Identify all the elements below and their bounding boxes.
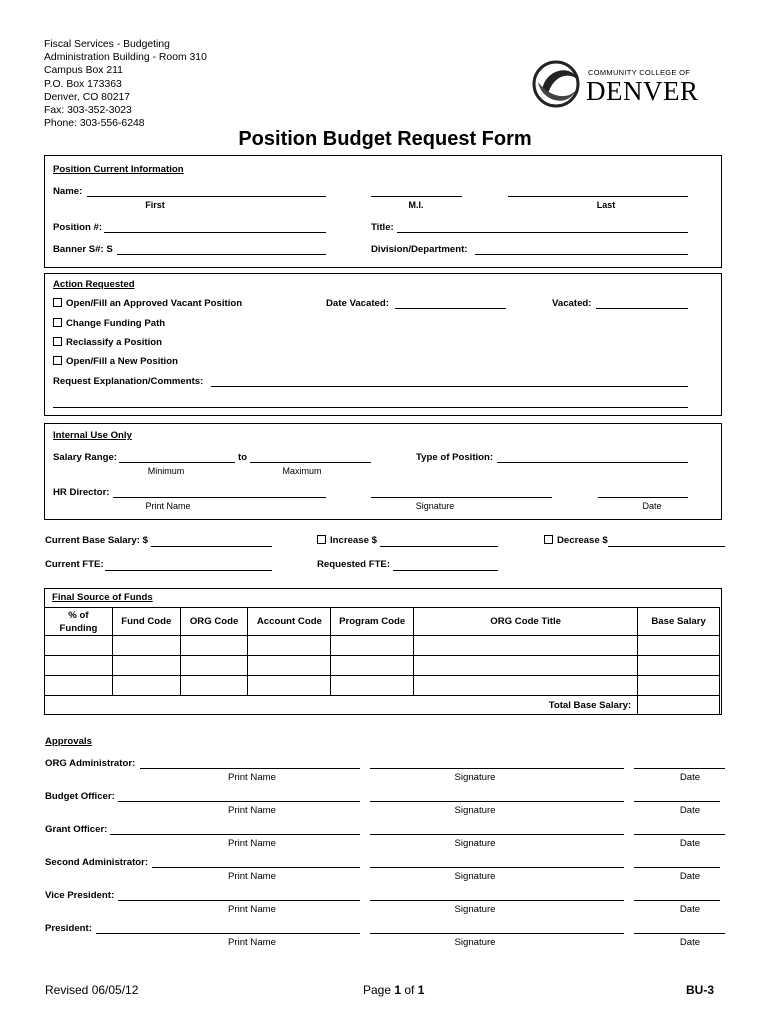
column-header: % of Funding bbox=[45, 608, 113, 636]
banner-field[interactable] bbox=[117, 254, 326, 255]
table-cell[interactable] bbox=[331, 676, 414, 696]
column-header: Program Code bbox=[331, 608, 414, 636]
checkbox-icon[interactable] bbox=[53, 318, 62, 327]
table-cell[interactable] bbox=[112, 636, 180, 656]
table-row bbox=[45, 656, 720, 676]
division-field[interactable] bbox=[475, 254, 688, 255]
date-vacated-field[interactable] bbox=[395, 308, 506, 309]
date-caption: Date bbox=[679, 772, 701, 783]
first-caption: First bbox=[145, 200, 165, 210]
position-number-label: Position #: bbox=[53, 222, 103, 233]
department-address bbox=[44, 38, 207, 130]
decrease-field[interactable] bbox=[608, 546, 725, 547]
logo-top-text: COMMUNITY COLLEGE OF bbox=[588, 68, 691, 77]
table-cell[interactable] bbox=[248, 636, 331, 656]
approval-date-field[interactable] bbox=[634, 768, 725, 769]
current-base-salary-field[interactable] bbox=[151, 546, 272, 547]
address-line: Administration Building - Room 310 bbox=[44, 52, 207, 64]
table-header-row bbox=[45, 608, 720, 636]
table-cell[interactable] bbox=[112, 656, 180, 676]
section-heading: Final Source of Funds bbox=[52, 592, 153, 603]
option-label: Reclassify a Position bbox=[66, 337, 162, 348]
option-reclassify[interactable] bbox=[53, 337, 162, 349]
approval-signature-field[interactable] bbox=[370, 768, 624, 769]
signature-caption: Signature bbox=[454, 904, 496, 915]
hr-signature-field[interactable] bbox=[371, 497, 552, 498]
print-name-caption: Print Name bbox=[228, 838, 276, 849]
column-header: ORG Code Title bbox=[414, 608, 638, 636]
approval-signature-field[interactable] bbox=[370, 867, 624, 868]
table-cell[interactable] bbox=[45, 636, 113, 656]
address-line: Fiscal Services - Budgeting bbox=[44, 39, 170, 50]
option-open-fill-vacant[interactable] bbox=[53, 298, 242, 310]
checkbox-icon[interactable] bbox=[317, 535, 326, 544]
middle-initial-field[interactable] bbox=[371, 196, 462, 197]
approval-date-field[interactable] bbox=[634, 834, 725, 835]
column-header: Account Code bbox=[248, 608, 331, 636]
address-line: Fax: 303-352-3023 bbox=[44, 105, 132, 117]
to-label: to bbox=[238, 452, 248, 463]
table-cell[interactable] bbox=[638, 636, 720, 656]
banner-label: Banner S#: S bbox=[53, 244, 113, 255]
section-heading: Internal Use Only bbox=[53, 430, 132, 441]
print-name-caption: Print Name bbox=[228, 937, 276, 948]
table-cell[interactable] bbox=[45, 676, 113, 696]
approval-role-label: Vice President: bbox=[45, 890, 115, 901]
table-cell[interactable] bbox=[414, 636, 638, 656]
decrease-label: Decrease $ bbox=[557, 535, 608, 546]
date-caption: Date bbox=[642, 501, 662, 511]
address-line: Denver, CO 80217 bbox=[44, 91, 131, 103]
signature-caption: Signature bbox=[454, 937, 496, 948]
mi-caption: M.I. bbox=[408, 200, 424, 210]
print-name-caption: Print Name bbox=[228, 904, 276, 915]
increase-label: Increase $ bbox=[330, 535, 377, 546]
position-number-field[interactable] bbox=[104, 232, 326, 233]
approval-signature-field[interactable] bbox=[370, 900, 624, 901]
option-label: Open/Fill an Approved Vacant Position bbox=[66, 298, 243, 309]
print-name-caption: Print Name bbox=[228, 772, 276, 783]
salary-maximum-field[interactable] bbox=[250, 462, 371, 463]
option-label: Change Funding Path bbox=[66, 318, 166, 329]
approval-role-label: ORG Administrator: bbox=[45, 758, 136, 769]
approval-signature-field[interactable] bbox=[370, 834, 624, 835]
table-cell[interactable] bbox=[331, 636, 414, 656]
date-caption: Date bbox=[679, 871, 701, 882]
approval-date-field[interactable] bbox=[634, 933, 725, 934]
approval-date-field[interactable] bbox=[634, 801, 720, 802]
vacated-label: Vacated: bbox=[552, 298, 592, 309]
table-cell[interactable] bbox=[45, 656, 113, 676]
minimum-caption: Minimum bbox=[147, 466, 185, 476]
title-field[interactable] bbox=[397, 232, 688, 233]
form-code: BU-3 bbox=[686, 983, 715, 997]
checkbox-icon[interactable] bbox=[53, 337, 62, 346]
title-label: Title: bbox=[371, 222, 394, 233]
signature-caption: Signature bbox=[454, 805, 496, 816]
requested-fte-label: Requested FTE: bbox=[317, 559, 391, 570]
table-cell[interactable] bbox=[414, 656, 638, 676]
approval-signature-field[interactable] bbox=[370, 801, 624, 802]
checkbox-icon[interactable] bbox=[53, 298, 62, 307]
logo-main-text: DENVER bbox=[586, 76, 699, 106]
revised-date: Revised 06/05/12 bbox=[45, 983, 139, 997]
column-header: Base Salary bbox=[638, 608, 720, 636]
college-logo bbox=[532, 60, 722, 108]
table-row bbox=[45, 636, 720, 656]
approval-print-name-field[interactable] bbox=[96, 933, 360, 934]
current-base-salary-label: Current Base Salary: $ bbox=[45, 535, 148, 546]
table-cell[interactable] bbox=[638, 656, 720, 676]
table-cell[interactable] bbox=[248, 676, 331, 696]
salary-minimum-field[interactable] bbox=[119, 462, 235, 463]
address-line: P.O. Box 173363 bbox=[44, 78, 122, 90]
approval-role-label: Grant Officer: bbox=[45, 824, 108, 835]
approval-print-name-field[interactable] bbox=[152, 867, 360, 868]
table-cell[interactable] bbox=[180, 676, 248, 696]
explanation-field[interactable] bbox=[211, 386, 688, 387]
table-cell[interactable] bbox=[112, 676, 180, 696]
approval-print-name-field[interactable] bbox=[110, 834, 360, 835]
current-fte-label: Current FTE: bbox=[45, 559, 104, 570]
address-line: Phone: 303-556-6248 bbox=[44, 118, 145, 130]
date-caption: Date bbox=[679, 838, 701, 849]
print-name-caption: Print Name bbox=[145, 501, 191, 511]
date-caption: Date bbox=[679, 937, 701, 948]
explanation-label: Request Explanation/Comments: bbox=[53, 376, 204, 387]
page-title: Position Budget Request Form bbox=[238, 128, 532, 150]
total-base-salary-label: Total Base Salary: bbox=[45, 696, 638, 715]
table-row bbox=[45, 676, 720, 696]
date-vacated-label: Date Vacated: bbox=[326, 298, 389, 309]
explanation-field-line-2[interactable] bbox=[53, 407, 688, 408]
column-header: ORG Code bbox=[180, 608, 248, 636]
type-of-position-label: Type of Position: bbox=[416, 452, 494, 463]
approval-date-field[interactable] bbox=[634, 900, 720, 901]
approval-print-name-field[interactable] bbox=[118, 900, 360, 901]
column-header: Fund Code bbox=[112, 608, 180, 636]
checkbox-icon[interactable] bbox=[544, 535, 553, 544]
section-heading: Position Current Information bbox=[53, 164, 184, 175]
table-cell[interactable] bbox=[638, 676, 720, 696]
signature-caption: Signature bbox=[454, 772, 496, 783]
option-open-fill-new[interactable] bbox=[53, 356, 178, 368]
section-heading: Approvals bbox=[45, 736, 92, 747]
section-heading: Action Requested bbox=[53, 279, 135, 290]
checkbox-icon[interactable] bbox=[53, 356, 62, 365]
approval-signature-field[interactable] bbox=[370, 933, 624, 934]
maximum-caption: Maximum bbox=[282, 466, 322, 476]
table-cell[interactable] bbox=[414, 676, 638, 696]
option-label: Open/Fill a New Position bbox=[66, 356, 178, 367]
signature-caption: Signature bbox=[454, 871, 496, 882]
hr-print-name-field[interactable] bbox=[113, 497, 326, 498]
first-name-field[interactable] bbox=[87, 196, 326, 197]
name-label: Name: bbox=[53, 186, 83, 197]
signature-caption: Signature bbox=[454, 838, 496, 849]
total-row bbox=[45, 696, 720, 715]
last-name-field[interactable] bbox=[508, 196, 688, 197]
requested-fte-field[interactable] bbox=[393, 570, 498, 571]
page-number: Page 1 of 1 bbox=[363, 983, 425, 997]
approval-print-name-field[interactable] bbox=[140, 768, 360, 769]
decrease-option[interactable] bbox=[544, 535, 608, 547]
funds-table bbox=[44, 607, 720, 715]
salary-range-label: Salary Range: bbox=[53, 452, 117, 463]
vacated-field[interactable] bbox=[596, 308, 688, 309]
last-caption: Last bbox=[596, 200, 616, 210]
approval-role-label: Budget Officer: bbox=[45, 791, 115, 802]
approval-role-label: Second Administrator: bbox=[45, 857, 149, 868]
current-fte-field[interactable] bbox=[105, 570, 272, 571]
increase-field[interactable] bbox=[380, 546, 498, 547]
option-change-funding[interactable] bbox=[53, 318, 165, 330]
signature-caption: Signature bbox=[415, 501, 455, 511]
total-base-salary-cell[interactable] bbox=[638, 696, 720, 715]
hr-director-label: HR Director: bbox=[53, 487, 110, 498]
approval-print-name-field[interactable] bbox=[118, 801, 360, 802]
approval-role-label: President: bbox=[45, 923, 92, 934]
date-caption: Date bbox=[679, 805, 701, 816]
print-name-caption: Print Name bbox=[228, 805, 276, 816]
address-line: Campus Box 211 bbox=[44, 65, 123, 77]
type-of-position-field[interactable] bbox=[497, 462, 688, 463]
table-cell[interactable] bbox=[248, 656, 331, 676]
date-caption: Date bbox=[679, 904, 701, 915]
table-cell[interactable] bbox=[331, 656, 414, 676]
approval-date-field[interactable] bbox=[634, 867, 720, 868]
increase-option[interactable] bbox=[317, 535, 377, 547]
table-cell[interactable] bbox=[180, 656, 248, 676]
division-label: Division/Department: bbox=[371, 244, 468, 255]
print-name-caption: Print Name bbox=[228, 871, 276, 882]
table-cell[interactable] bbox=[180, 636, 248, 656]
hr-date-field[interactable] bbox=[598, 497, 688, 498]
